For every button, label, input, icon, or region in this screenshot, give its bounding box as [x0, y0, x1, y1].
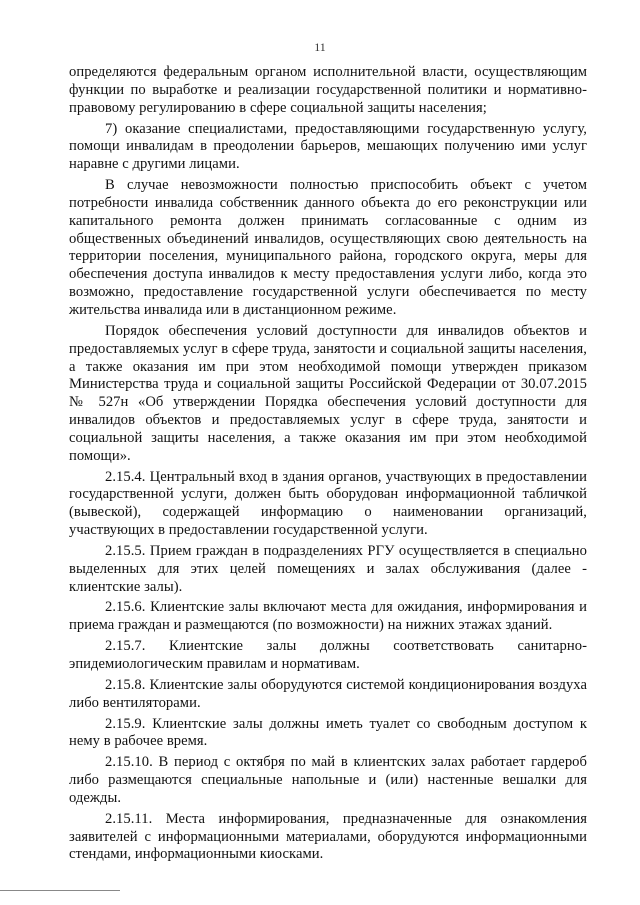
paragraph-2-15-11: 2.15.11. Места информирования, предназначенные для ознакомления заявителей с информационными материалами, оборудуются информационными стендами, информационными киосками.: [69, 810, 587, 863]
paragraph-2-15-7: 2.15.7. Клиентские залы должны соответствовать санитарно-эпидемиологическим правилам и нормативам.: [69, 638, 587, 672]
paragraph-2-15-5: 2.15.5. Прием граждан в подразделениях РГУ осуществляется в специально выделенных для этих целей помещениях и залах обслуживания (далее - клиентские залы).: [69, 542, 587, 595]
footer-divider: [0, 890, 120, 891]
paragraph-3: В случае невозможности полностью приспособить объект с учетом потребности инвалида собственник данного объекта до его реконструкции или капитального ремонта должен принимать согласованные с одним из общественных объединений инвалидов, осуществляющих свою деятельность на территории поселения, муниципального района, городского округа, меры для обеспечения доступа инвалидов к месту предоставления услуги либо, когда это возможно, предоставление государственной услуги обеспечивается по месту жительства инвалида или в дистанционном режиме.: [69, 177, 587, 318]
paragraph-2-15-10: 2.15.10. В период с октября по май в клиентских залах работает гардероб либо размещаются специальные напольные и (или) настенные вешалки для одежды.: [69, 754, 587, 806]
paragraph-2: 7) оказание специалистами, предоставляющими государственную услугу, помощи инвалидам в преодолении барьеров, мешающих получению ими услуг наравне с другими лицами.: [69, 120, 587, 173]
paragraph-2-15-4: 2.15.4. Центральный вход в здания органов, участвующих в предоставлении государственной услуги, должен быть оборудован информационной табличкой (вывеской), содержащей информацию о наименовании организаций, участвующих в предоставлении государственной услуги.: [69, 468, 587, 539]
paragraph-4: Порядок обеспечения условий доступности для инвалидов объектов и предоставляемых услуг в сфере труда, занятости и социальной защиты населения, а также оказания им при этом необходимой помощи утвержден приказом Министерства труда и социальной защиты Российской Федерации от 30.07.2015 № 527н «Об утверждении Порядка обеспечения условий доступности для инвалидов объектов и предоставляемых услуг в сфере труда, занятости и социальной защиты населения, а также оказания им при этом необходимой помощи».: [69, 322, 587, 464]
page-number: 11: [314, 40, 326, 54]
document-body: [69, 64, 587, 867]
paragraph-2-15-9: 2.15.9. Клиентские залы должны иметь туалет со свободным доступом к нему в рабочее время.: [69, 715, 587, 750]
paragraph-2-15-6: 2.15.6. Клиентские залы включают места для ожидания, информирования и приема граждан и размещаются (по возможности) на нижних этажах зданий.: [69, 599, 587, 634]
paragraph-2-15-8: 2.15.8. Клиентские залы оборудуются системой кондиционирования воздуха либо вентиляторами.: [69, 676, 587, 711]
paragraph-1: определяются федеральным органом исполнительной власти, осуществляющим функции по выработке и реализации государственной политики и нормативно-правовому регулированию в сфере социальной защиты населения;: [69, 64, 587, 116]
